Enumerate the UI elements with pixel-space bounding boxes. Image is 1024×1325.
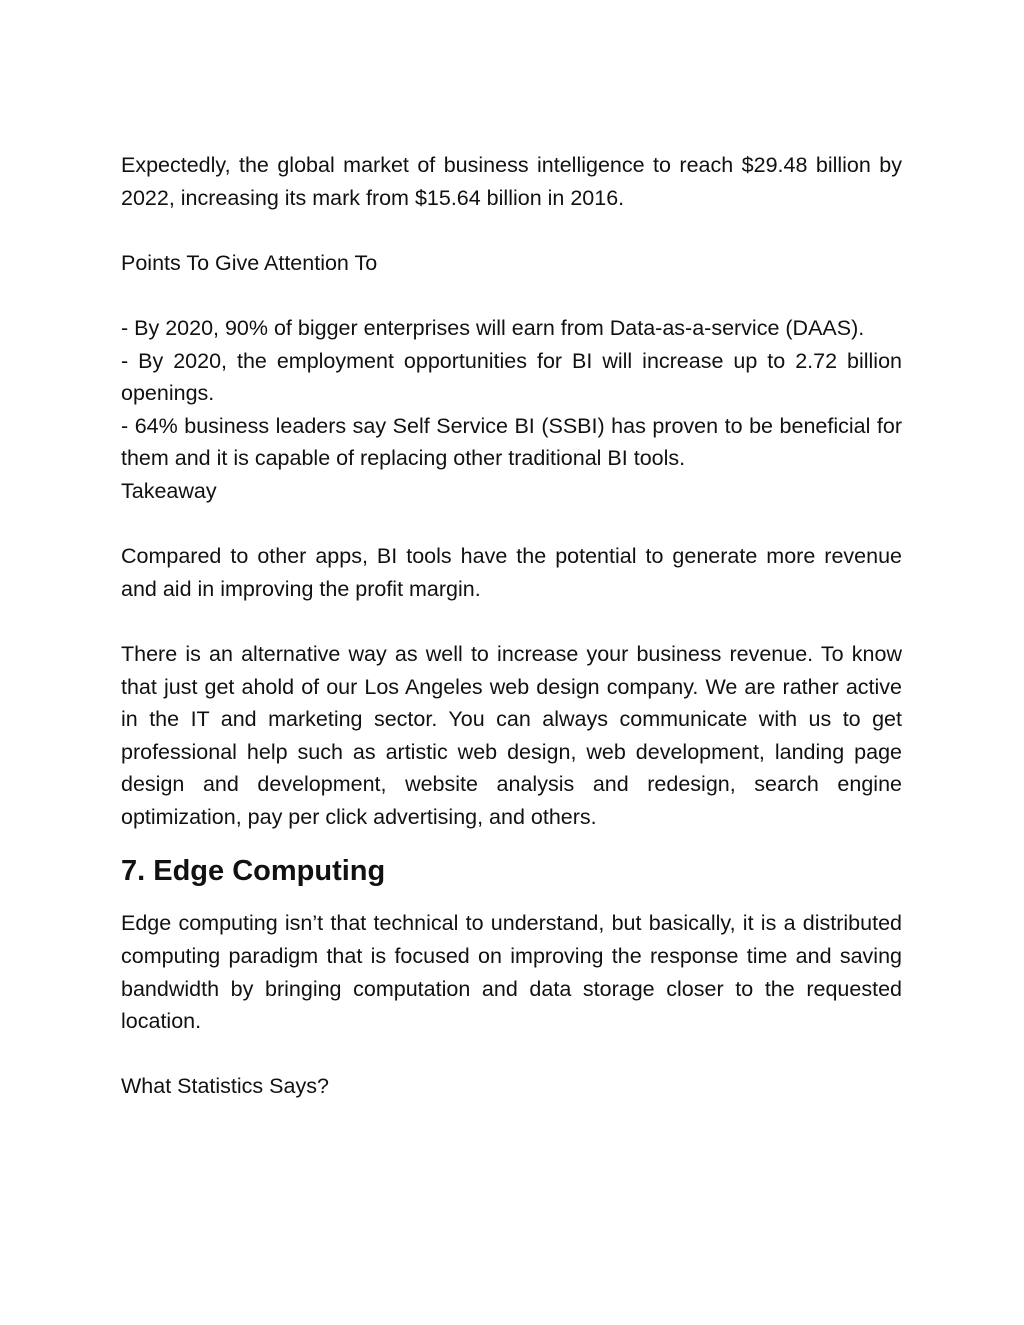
points-title: Points To Give Attention To: [121, 250, 378, 275]
spacer: [121, 279, 902, 312]
list-item: - By 2020, the employment opportunities for BI will increase up to 2.72 billion openings.: [121, 348, 902, 406]
takeaway-paragraph: Compared to other apps, BI tools have the potential to generate more revenue and aid in improving the profit margin.: [121, 544, 902, 601]
points-list: [121, 312, 902, 475]
section-heading: 7. Edge Computing: [121, 855, 386, 888]
list-item: - 64% business leaders say Self Service BI (SSBI) has proven to be beneficial for them and it is capable of replacing other traditional BI tools.: [121, 413, 902, 471]
edge-computing-paragraph: Edge computing isn’t that technical to understand, but basically, it is a distributed computing paradigm that is focused on improving the response time and saving bandwidth by bringing computation and data storage closer to the requested location.: [121, 911, 902, 1034]
document-body: [121, 149, 902, 1103]
takeaway-title: Takeaway: [121, 478, 217, 503]
spacer: [121, 214, 902, 247]
alternative-paragraph: There is an alternative way as well to increase your business revenue. To know that just get ahold of our Los Angeles web design company. We are rather active in the IT and marketing sector. You can always communicate with us to get professional help such as artistic web design, web development, landing page design and development, website analysis and redesign, search engine optimization, pay per click advertising, and others.: [121, 641, 902, 829]
statistics-title: What Statistics Says?: [121, 1074, 329, 1099]
spacer: [121, 605, 902, 638]
spacer: [121, 508, 902, 541]
spacer: [121, 1038, 902, 1071]
market-forecast-paragraph: Expectedly, the global market of business intelligence to reach $29.48 billion by 2022, increasing its mark from $15.64 billion in 2016.: [121, 153, 902, 210]
list-item: - By 2020, 90% of bigger enterprises will earn from Data-as-a-service (DAAS).: [121, 315, 865, 340]
